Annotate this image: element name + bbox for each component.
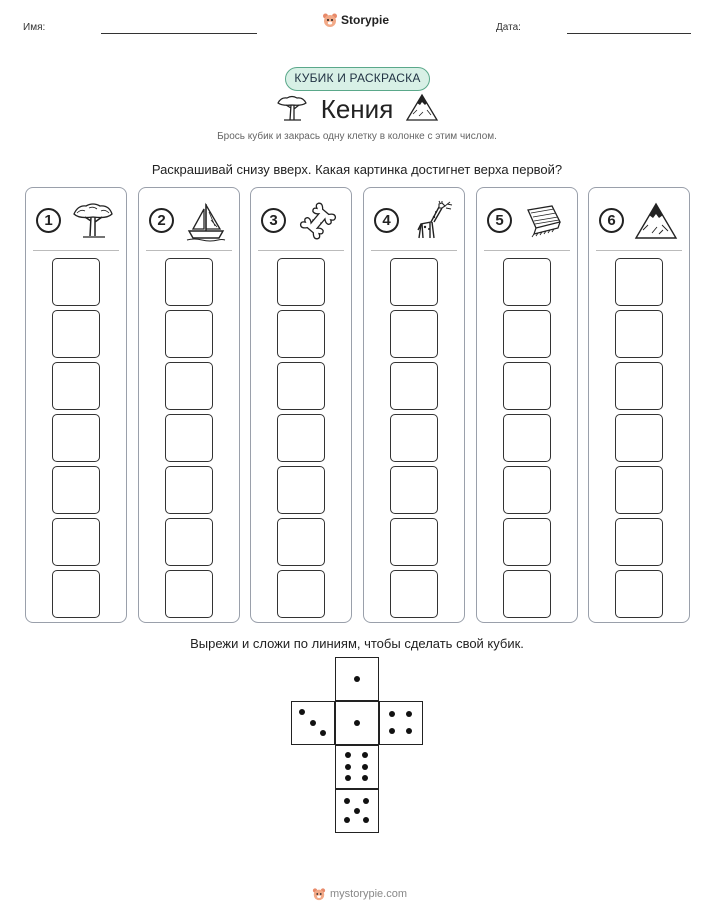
color-cell[interactable]: [390, 466, 438, 514]
brand-name: Storypie: [341, 13, 390, 27]
column-number: 4: [374, 208, 399, 233]
bear-logo-icon: [312, 887, 326, 901]
bear-logo-icon: [322, 12, 338, 28]
column-4: [363, 187, 465, 623]
column-number: 3: [261, 208, 286, 233]
activity-badge: КУБИК И РАСКРАСКА: [285, 67, 430, 91]
mountain-icon: [634, 200, 678, 242]
dice-pip: [344, 817, 350, 823]
dice-pip: [362, 752, 368, 758]
giraffe-icon: [409, 200, 453, 242]
dice-pip: [354, 808, 360, 814]
cut-instruction: Вырежи и сложи по линиям, чтобы сделать свой кубик.: [190, 636, 524, 651]
color-cell[interactable]: [165, 258, 213, 306]
date-label: Дата:: [496, 22, 521, 33]
color-cell[interactable]: [615, 414, 663, 462]
dice-pip: [406, 728, 412, 734]
page-title: Кения: [320, 94, 394, 124]
color-cell[interactable]: [277, 518, 325, 566]
column-2: [138, 187, 240, 623]
dice-face-1: [335, 657, 379, 701]
column-divider: [484, 250, 570, 251]
color-cell[interactable]: [165, 466, 213, 514]
color-cell[interactable]: [615, 310, 663, 358]
color-cell[interactable]: [165, 518, 213, 566]
color-cell[interactable]: [390, 258, 438, 306]
color-cell[interactable]: [390, 570, 438, 618]
dice-face-4: [379, 701, 423, 745]
color-cell[interactable]: [52, 570, 100, 618]
color-cell[interactable]: [165, 310, 213, 358]
column-header: [149, 200, 231, 240]
bone-icon: [296, 200, 340, 242]
column-divider: [146, 250, 232, 251]
dice-pip: [389, 711, 395, 717]
name-label: Имя:: [23, 22, 46, 33]
column-6: [588, 187, 690, 623]
column-3: [250, 187, 352, 623]
color-cell[interactable]: [52, 518, 100, 566]
color-cell[interactable]: [503, 466, 551, 514]
column-header: [599, 200, 681, 240]
color-cell[interactable]: [503, 414, 551, 462]
dice-pip: [363, 817, 369, 823]
color-cell[interactable]: [503, 310, 551, 358]
color-cell[interactable]: [277, 310, 325, 358]
column-divider: [596, 250, 682, 251]
dice-pip: [389, 728, 395, 734]
color-cell[interactable]: [503, 518, 551, 566]
dice-pip: [310, 720, 316, 726]
instruction-text: Раскрашивай снизу вверх. Какая картинка достигнет верха первой?: [151, 162, 563, 177]
color-cell[interactable]: [277, 258, 325, 306]
footer: [312, 887, 407, 901]
dice-pip: [362, 775, 368, 781]
color-cell[interactable]: [390, 362, 438, 410]
acacia-tree-icon: [71, 200, 115, 242]
column-number: 1: [36, 208, 61, 233]
dice-pip: [406, 711, 412, 717]
blanket-icon: [522, 200, 566, 242]
color-cell[interactable]: [277, 466, 325, 514]
color-cell[interactable]: [390, 518, 438, 566]
color-cell[interactable]: [615, 466, 663, 514]
column-divider: [371, 250, 457, 251]
column-number: 6: [599, 208, 624, 233]
color-cell[interactable]: [165, 414, 213, 462]
dice-pip: [345, 775, 351, 781]
dice-face-3: [291, 701, 335, 745]
dice-pip: [299, 709, 305, 715]
dice-pip: [344, 798, 350, 804]
color-cell[interactable]: [165, 362, 213, 410]
dice-pip: [363, 798, 369, 804]
color-cell[interactable]: [52, 310, 100, 358]
color-cell[interactable]: [277, 362, 325, 410]
dice-pip: [345, 764, 351, 770]
color-cell[interactable]: [615, 362, 663, 410]
column-header: [487, 200, 569, 240]
column-number: 5: [487, 208, 512, 233]
column-5: [476, 187, 578, 623]
mountain-icon: [405, 92, 439, 122]
column-divider: [33, 250, 119, 251]
color-cell[interactable]: [390, 310, 438, 358]
column-1: [25, 187, 127, 623]
color-cell[interactable]: [615, 258, 663, 306]
subtitle: Брось кубик и закрась одну клетку в колонке с этим числом.: [217, 131, 497, 142]
date-line: [567, 33, 691, 34]
column-header: [261, 200, 343, 240]
dice-pip: [345, 752, 351, 758]
dice-face-1: [335, 701, 379, 745]
dice-pip: [354, 720, 360, 726]
color-cell[interactable]: [52, 414, 100, 462]
color-cell[interactable]: [503, 258, 551, 306]
color-cell[interactable]: [52, 362, 100, 410]
color-cell[interactable]: [52, 466, 100, 514]
dice-face-5: [335, 789, 379, 833]
dice-pip: [362, 764, 368, 770]
color-cell[interactable]: [390, 414, 438, 462]
title-row: [0, 92, 714, 128]
column-header: [36, 200, 118, 240]
storypie-logo: [322, 12, 389, 28]
color-cell[interactable]: [52, 258, 100, 306]
sailboat-icon: [184, 200, 228, 242]
color-cell[interactable]: [503, 570, 551, 618]
color-cell[interactable]: [615, 518, 663, 566]
color-cell[interactable]: [165, 570, 213, 618]
column-divider: [258, 250, 344, 251]
color-cell[interactable]: [503, 362, 551, 410]
color-cell[interactable]: [277, 414, 325, 462]
name-line: [101, 33, 257, 34]
footer-url: mystorypie.com: [330, 888, 408, 900]
dice-pip: [320, 730, 326, 736]
color-cell[interactable]: [277, 570, 325, 618]
color-cell[interactable]: [615, 570, 663, 618]
column-number: 2: [149, 208, 174, 233]
dice-pip: [354, 676, 360, 682]
dice-face-6: [335, 745, 379, 789]
column-header: [374, 200, 456, 240]
